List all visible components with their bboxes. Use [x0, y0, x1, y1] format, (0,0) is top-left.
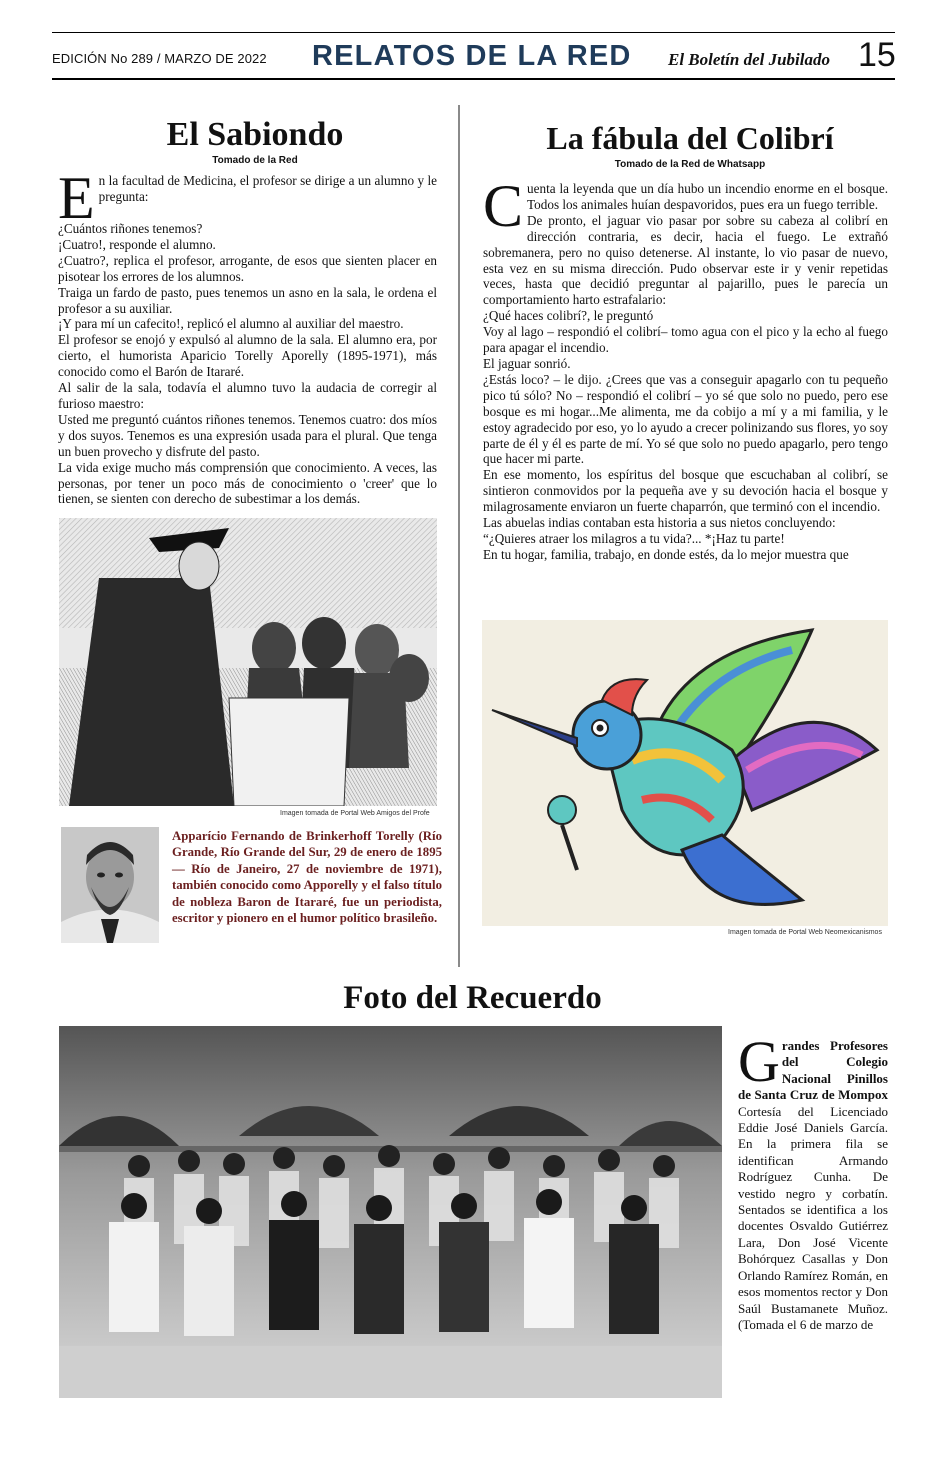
section-title: RELATOS DE LA RED	[312, 40, 632, 72]
portrait-photo	[61, 827, 159, 943]
left-paragraph: Al salir de la sala, todavía el alumno tuvo la audacia de corregir al furioso maestro:	[58, 380, 437, 411]
header-top-rule	[52, 32, 895, 33]
right-paragraph: Las abuelas indias contaban esta historia a sus nietos concluyendo:	[483, 515, 836, 531]
right-paragraph: De pronto, el jaguar vio pasar por sobre su cabeza al colibrí en dirección contraria, es decir, hacia el fuego. Le extrañó sobremanera, pero no quiso detenerse. Al instante, lo vio pasar de nuevo, esta vez en su misma dirección. Pudo observar este ir y venir repetidas veces, hasta que decidió preguntar al pajarillo, pues le parecía un comportamiento harto estrafalario:	[483, 212, 888, 308]
edition-label: EDICIÓN No 289 / MARZO DE 2022	[52, 51, 267, 66]
left-paragraph: ¡Cuatro!, responde el alumno.	[58, 236, 216, 252]
right-paragraph: En ese momento, los espíritus del bosque que escuchaban al colibrí, se sintieron conmovidos por la pequeña ave y su devoción hacia el bosque y milagrosamente enviaron un fuerte chaparrón, que terminó con el incendio.	[483, 467, 888, 515]
page-number: 15	[858, 36, 896, 74]
right-paragraph: ¿Estás loco? – le dijo. ¿Crees que vas a conseguir apagarlo con tu pequeño pico tú sólo? No – respondió el colibrí – yo sé que solo no puedo, pero ese bosque es mi hogar...Me alimenta, me da cobijo a mí y a mi familia, y le estoy agradecido por eso, yo lo ayudo a crecer polinizando sus flores, yo soy parte de él y él es parte de mí. Yo sé que solo no puedo apagarlo, pero tengo que hacer mi parte.	[483, 371, 888, 467]
group-photo	[59, 1026, 722, 1398]
left-image-caption: Imagen tomada de Portal Web Amigos del Profe	[280, 810, 430, 817]
classroom-illustration	[59, 518, 437, 806]
photo-caption-text: Cortesía del Licenciado Eddie José Daniels García. En la primera fila se identifican Armando Rodríguez Cunha. De vestido negro y corbatín. Sentados se identifica a los docentes Osvaldo Gutiérrez Lara, Don José Vicente Bohórquez Casallas y Don Orlando Ramírez Román, en esos momentos rector y Don Saúl Bustamanete Muñoz. (Tomada el 6 de marzo de	[738, 1103, 888, 1332]
left-paragraph: El profesor se enojó y expulsó al alumno de la sala. El alumno era, por cierto, el humorista Aparicio Torelly Aporelly (1895-1971), más conocido como el Barón de Itararé.	[58, 332, 437, 380]
right-article-title: La fábula del Colibrí	[546, 120, 834, 156]
left-paragraph: Usted me preguntó cuántos riñones tenemos. Tenemos cuatro: dos míos y dos suyos. Tenemos es una expresión usada para el plural. Que tenga un buen provecho y disfrute del pasto.	[58, 411, 437, 459]
right-image-caption: Imagen tomada de Portal Web Neomexicanismos	[728, 929, 882, 936]
photo-dropcap: G	[738, 1029, 780, 1094]
hummingbird-illustration	[482, 620, 888, 926]
right-article-first-paragraph	[483, 173, 888, 239]
right-article-body	[483, 173, 888, 563]
right-paragraph: En tu hogar, familia, trabajo, en donde estés, da lo mejor muestra que	[483, 546, 849, 562]
right-paragraph: Voy al lago – respondió el colibrí– tomo agua con el pico y la echo al fuego para apagar el incendio.	[483, 324, 888, 356]
left-paragraph: ¿Cuatro?, replica el profesor, arrogante, de esos que sienten placer en pisotear los errores de los alumnos.	[58, 252, 437, 284]
left-article-dropcap: E	[58, 165, 95, 231]
portrait-bio: Apparício Fernando de Brinkerhoff Torelly (Río Grande, Río Grande del Sur, 29 de enero de 1895 — Río de Janeiro, 27 de noviembre de 1971), también conocido como Apporelly y el falso título de nobleza Baron de Itararé, fue un periodista, escritor y pionero en el humor político brasileño.	[172, 829, 442, 926]
right-paragraph: “¿Quieres atraer los milagros a tu vida?... *¡Haz tu parte!	[483, 530, 785, 546]
left-paragraph: ¿Cuántos riñones tenemos?	[58, 221, 203, 236]
photo-heading: randes Profesores del Colegio Nacional Pinillos de Santa Cruz de Mompox	[738, 1038, 888, 1103]
left-paragraph: La vida exige mucho más comprensión que conocimiento. A veces, las personas, por tener un poco más de conocimiento o 'creer' que lo tienen, se sienten con derecho de subestimar a los demás.	[58, 459, 437, 507]
right-article-first-line: uenta la leyenda que un día hubo un incendio enorme en el bosque. Todos los animales huían despavoridos, pues era un fuego terrible.	[527, 181, 888, 212]
right-article-dropcap: C	[483, 173, 524, 239]
right-article-credit: Tomado de la Red de Whatsapp	[614, 159, 766, 170]
right-paragraph: El jaguar sonrió.	[483, 355, 571, 371]
left-paragraph: Traiga un fardo de pasto, pues tenemos un asno en la sala, le ordena el profesor a su auxiliar.	[58, 284, 437, 316]
left-article-title: El Sabiondo	[166, 116, 344, 153]
left-article-credit: Tomado de la Red	[212, 155, 298, 166]
left-paragraph: ¡Y para mí un cafecito!, replicó el alumno al auxiliar del maestro.	[58, 316, 404, 332]
photo-section-title: Foto del Recuerdo	[343, 980, 602, 1016]
left-article-first-line: n la facultad de Medicina, el profesor se dirige a un alumno y le pregunta:	[98, 173, 437, 204]
photo-description	[738, 1029, 888, 1333]
column-divider	[458, 105, 460, 967]
newspaper-name: El Boletín del Jubilado	[668, 50, 830, 69]
header-bottom-rule	[52, 78, 895, 80]
right-paragraph: ¿Qué haces colibrí?, le preguntó	[483, 308, 654, 324]
left-article-body	[58, 165, 437, 507]
